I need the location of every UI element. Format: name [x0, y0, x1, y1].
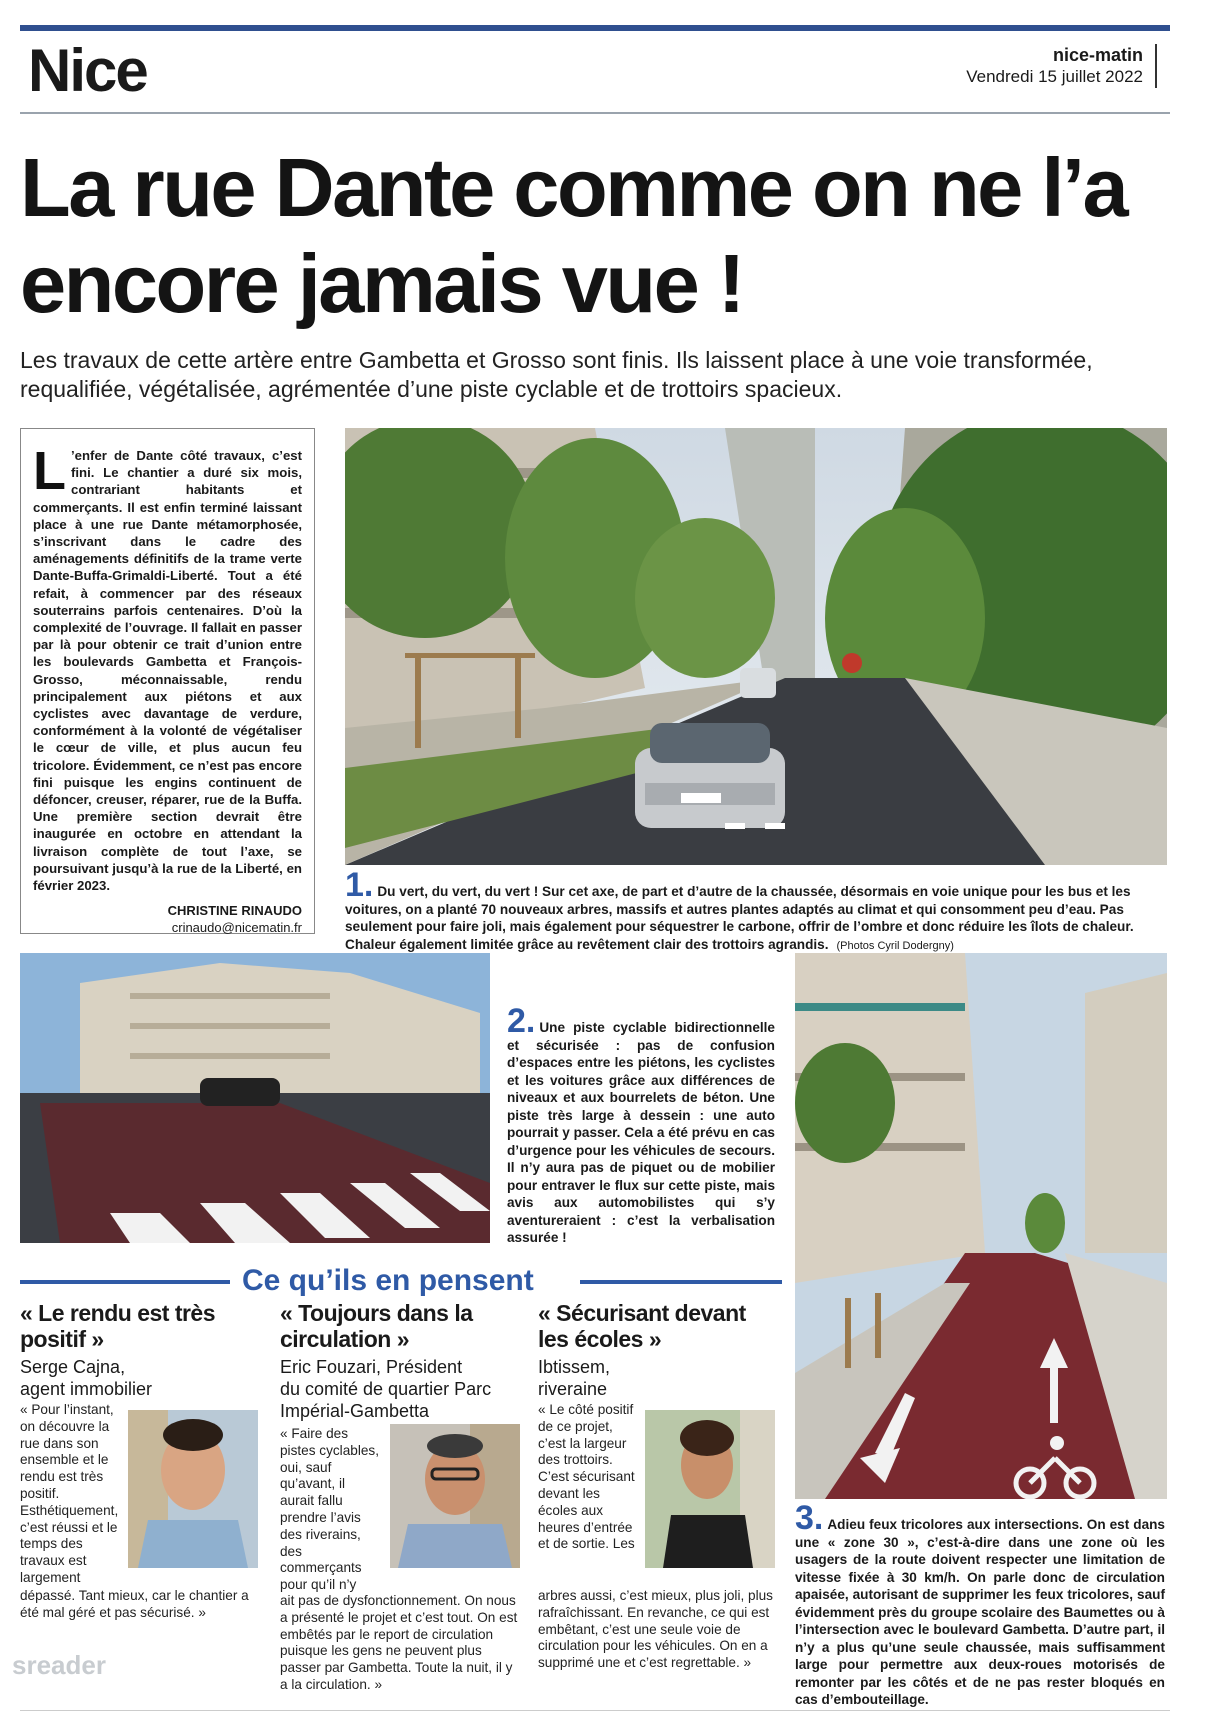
paper-name: nice-matin — [1052, 45, 1143, 65]
portrait-eric — [390, 1424, 520, 1568]
headline: La rue Dante comme on ne l’a encore jamais vue ! — [20, 141, 1127, 330]
opinion-3-quote: « Sécurisant devant les écoles » — [538, 1300, 746, 1352]
bottom-rule — [20, 1710, 1170, 1711]
paper-info — [966, 44, 1157, 88]
opinion-2-text-a: « Faire des pistes cyclables, oui, sauf qu’avant, il aurait fallu prendre l’avis des riverains, des commerçants pour qu’il n’y — [280, 1426, 379, 1593]
watermark: sreader — [12, 1650, 106, 1680]
opinion-1-text-a: « Pour l’instant, on découvre la rue dans son ensemble et le rendu est très positif. Esthétiquement, c’est réussi et le temps des travaux est largement — [20, 1402, 119, 1585]
opinion-2 — [280, 1300, 520, 1422]
portrait-serge — [128, 1410, 258, 1568]
opinion-1-quote: « Le rendu est très positif » — [20, 1300, 216, 1352]
top-color-bar — [20, 25, 1170, 31]
author-name: CHRISTINE RINAUDO — [167, 903, 302, 919]
caption-1 — [345, 866, 1167, 955]
opinions-rule-right — [580, 1280, 782, 1284]
header-rule — [20, 112, 1170, 114]
caption-1-number: 1. — [345, 866, 374, 904]
opinion-1-name: Serge Cajna, — [20, 1357, 126, 1377]
opinion-1 — [20, 1300, 260, 1400]
opinions-title: Ce qu’ils en pensent — [242, 1264, 534, 1297]
opinion-3-text-a: « Le côté positif de ce projet, c’est la largeur des trottoirs. C’est sécurisant devant les écoles aux heures d’entrée et de sortie. Les — [538, 1402, 635, 1552]
issue-date: Vendredi 15 juillet 2022 — [966, 67, 1143, 86]
caption-3-number: 3. — [795, 1499, 824, 1537]
caption-2 — [507, 1002, 775, 1247]
photo-main-street — [345, 428, 1167, 865]
intro-text: ’enfer de Dante côté travaux, c’est fini. Le chantier a duré six mois, contrariant habitants et commerçants. Il est enfin terminé laissant place à une rue Dante métamorphosée, s’inscrivant dans le cadre des aménagements définitifs de la trame verte Dante-Buffa-Grimaldi-Liberté. Tout a été refait, à commencer par des réseaux souterrains parfois centenaires. D’où la complexité de l’ouvrage. Il fallait en passer par là pour obtenir ce trait d’union entre les boulevards Gambetta et François-Grosso, méconnaissable, rendu principalement aux piétons et aux cyclistes avec davantage de verdure, conformément à la volonté de végétaliser le cœur de ville, et plus aucun feu tricolore. Évidemment, ce n’est pas encore fini puisque les engins continuent de défoncer, creuser, réparer, rue de la Buffa. Une première section devrait être inaugurée en octobre en attendant la livraison complète de tout l’axe, se poursuivant jusqu’à la rue de la Liberté, en février 2023. — [33, 448, 302, 894]
intro-box — [20, 428, 315, 934]
opinion-1-text-b: dépassé. Tant mieux, car le chantier a été mal géré et pas sécurisé. » — [20, 1588, 249, 1620]
photo-credit: (Photos Cyril Dodergny) — [836, 939, 954, 952]
opinions-header — [20, 1264, 782, 1298]
opinion-2-name: Eric Fouzari, Président — [280, 1357, 463, 1377]
opinion-3-role: riveraine — [538, 1379, 608, 1399]
photo-bike-lane — [795, 953, 1167, 1499]
photo-crossing — [20, 953, 490, 1243]
caption-1-text: Du vert, du vert, du vert ! Sur cet axe, de part et d’autre de la chaussée, désormais en voie unique pour les bus et les voitures, on a planté 70 nouveaux arbres, massifs et autres plantes adaptés au climat et qui consomment peu d’eau. Pas seulement pour faire joli, mais également pour séquestrer le carbone, offrir de l’ombre et donc réduire les îlots de chaleur. Chaleur également limitée grâce au revêtement clair des trottoirs agrandis. — [345, 884, 1134, 952]
opinion-3 — [538, 1300, 778, 1400]
caption-3 — [795, 1499, 1165, 1709]
deck: Les travaux de cette artère entre Gambetta et Grosso sont finis. Ils laissent place à une voie transformée, requalifiée, végétalisée, agrémentée d’une piste cyclable et de trottoirs spacieux. — [20, 347, 1093, 402]
opinion-2-quote: « Toujours dans la circulation » — [280, 1300, 473, 1352]
opinion-1-role: agent immobilier — [20, 1379, 153, 1399]
portrait-ibtissem — [645, 1410, 775, 1568]
opinion-2-text-b: ait pas de dysfonctionnement. On nous a présenté le projet et c’est tout. On est embêtés par le report de circulation puisque les gens ne peuvent plus passer par Gambetta. Toute la nuit, il y a la circulation. » — [280, 1593, 518, 1692]
caption-2-number: 2. — [507, 1002, 536, 1040]
opinion-3-text-b: arbres aussi, c’est mieux, plus joli, plus rafraîchissant. En revanche, ce qui est embêtant, c’est une seule voie de circulation pour les véhicules. On en a supprimé une et c’est regrettable. » — [538, 1588, 773, 1671]
opinion-2-role: du comité de quartier Parc Impérial-Gambetta — [280, 1379, 492, 1421]
section-title: Nice — [28, 37, 147, 104]
author-email: crinaudo@nicematin.fr — [171, 920, 302, 936]
opinions-rule-left — [20, 1280, 230, 1284]
caption-2-text: Une piste cyclable bidirectionnelle et sécurisée : pas de confusion d’espaces entre les piétons, les cyclistes et les voitures grâce aux différences de niveaux et aux bourrelets de béton. Une piste très large à dessein : une auto pourrait y passer. Cela a été prévu en cas d’urgence pour les véhicules de secours. Il n’y aura pas de piquet ou de mobilier pour entraver le flux sur cette piste, mais avis aux automobilistes qui s’y aventureraient : c’est la verbalisation assurée ! — [507, 1020, 775, 1245]
opinion-3-name: Ibtissem, — [538, 1357, 611, 1377]
dropcap: L — [33, 441, 66, 501]
caption-3-text: Adieu feux tricolores aux intersections. On est dans une « zone 30 », c’est-à-dire dans une zone où les usagers de la route doivent respecter une limitation de vitesse fixée à 30 km/h. On parle donc de circulation apaisée, autorisant de supprimer les feux tricolores, sauf évidemment près du groupe scolaire des Baumettes ou à l’intersection avec le boulevard Gambetta. D’autre part, il n’y a plus qu’une seule chaussée, mais suffisamment large pour permettre aux deux-roues motorisés de remonter par les côtés et de ne pas rester bloqués en cas d’embouteillage. — [795, 1517, 1165, 1707]
